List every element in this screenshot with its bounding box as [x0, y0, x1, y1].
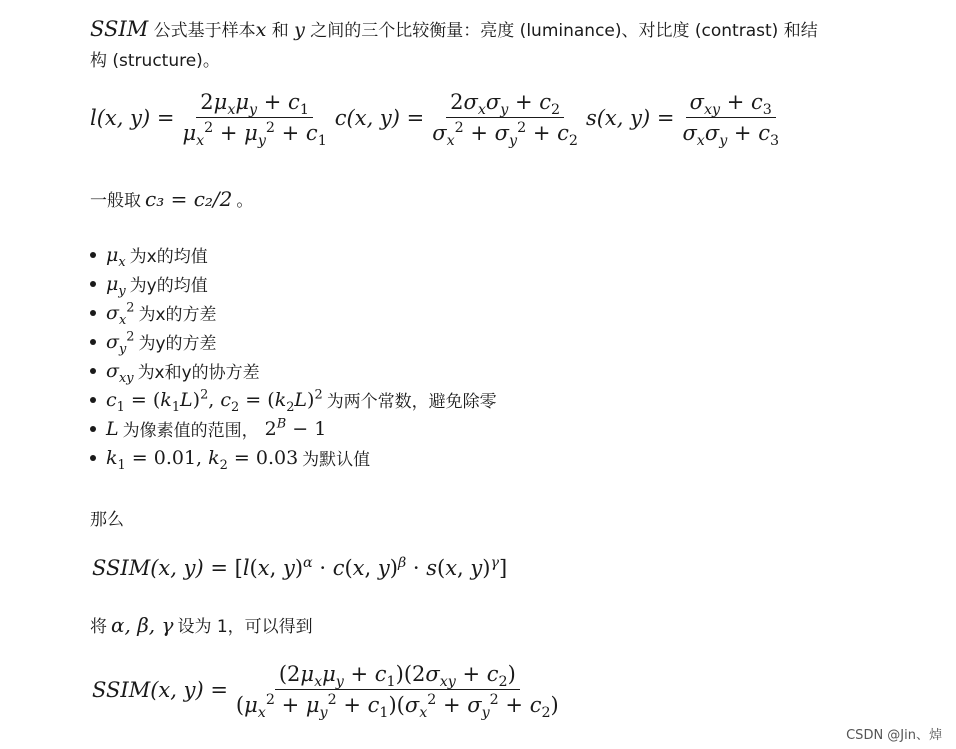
- c3-formula: c₃ = c₂/2: [145, 186, 233, 211]
- list-item: $k_1 = 0.01$, $k_2 = 0.03$ 为默认值: [90, 443, 497, 472]
- c-equation-lhs: c(x, y) =: [334, 105, 425, 130]
- ssim-final-equation: SSIM(x, y) = $\frac{(2\mu_x\mu_y + c_1)(2\sigma_{xy} + c_2)}{(\mu_x^2 + \mu_y^2 + c_1)(\sigma_x^2 + \sigma_y^2 + c_2)}$: [92, 662, 567, 717]
- list-item: $\mu_y$ 为y的均值: [90, 269, 497, 298]
- l-fraction: $\frac{2\mu_x\mu_y + c_1}{\mu_x^2 + \mu_y^2 + c_1}$: [182, 90, 327, 150]
- variable-list: [90, 240, 497, 472]
- list-item: $\mu_x$ 为x的均值: [90, 240, 497, 269]
- l-equation-lhs: l(x, y) =: [90, 105, 175, 130]
- s-fraction: $\frac{\sigma_{xy} + c_3}{\sigma_x\sigma_y + c_3}$: [682, 90, 780, 150]
- var-y: y: [294, 19, 305, 41]
- s-equation-lhs: s(x, y) =: [585, 105, 675, 130]
- var-x: x: [255, 19, 267, 41]
- set-prefix: 将: [90, 617, 107, 637]
- list-item: $c_1 = (k_1L)^2$, $c_2 = (k_2L)^2$ 为两个常数，避免除零: [90, 385, 497, 414]
- c3-line: [90, 186, 253, 211]
- set-text: 设为 1，可以得到: [177, 617, 313, 637]
- list-item: $\sigma_{xy}$ 为x和y的协方差: [90, 356, 497, 385]
- list-item: $\sigma_y^2$ 为y的方差: [90, 327, 497, 356]
- c3-prefix: 一般取: [90, 191, 141, 211]
- intro-line-1: [90, 16, 818, 41]
- set-line: [90, 612, 313, 637]
- set-vars: α, β, γ: [111, 612, 174, 637]
- intro-text-1: 公式基于样本: [153, 21, 256, 41]
- c3-suffix: 。: [236, 191, 254, 211]
- component-equations: [90, 90, 787, 150]
- intro-he: 和: [271, 21, 289, 41]
- intro-line-2: 构 (structure)。: [90, 51, 220, 71]
- then-line: 那么: [90, 510, 124, 530]
- ssim-product-equation: SSIM(x, y) = [l(x, y)$^\alpha$ · c(x, y)$^\beta$ · s(x, y)$^\gamma$]: [92, 555, 508, 580]
- csdn-watermark: CSDN @Jin、焯: [846, 728, 942, 743]
- ssim-fraction: $\frac{(2\mu_x\mu_y + c_1)(2\sigma_{xy} + c_2)}{(\mu_x^2 + \mu_y^2 + c_1)(\sigma_x^2 + \sigma_y^2 + c_2)}$: [235, 662, 559, 722]
- intro-text-2: 之间的三个比较衡量：亮度 (luminance)、对比度 (contrast) 和结: [310, 21, 818, 41]
- list-item: $\sigma_x^2$ 为x的方差: [90, 298, 497, 327]
- ssim-symbol: SSIM: [90, 17, 149, 41]
- list-item: L 为像素值的范围， $2^B - 1$: [90, 414, 497, 443]
- c-fraction: $\frac{2\sigma_x\sigma_y + c_2}{\sigma_x^2 + \sigma_y^2 + c_2}$: [432, 90, 578, 150]
